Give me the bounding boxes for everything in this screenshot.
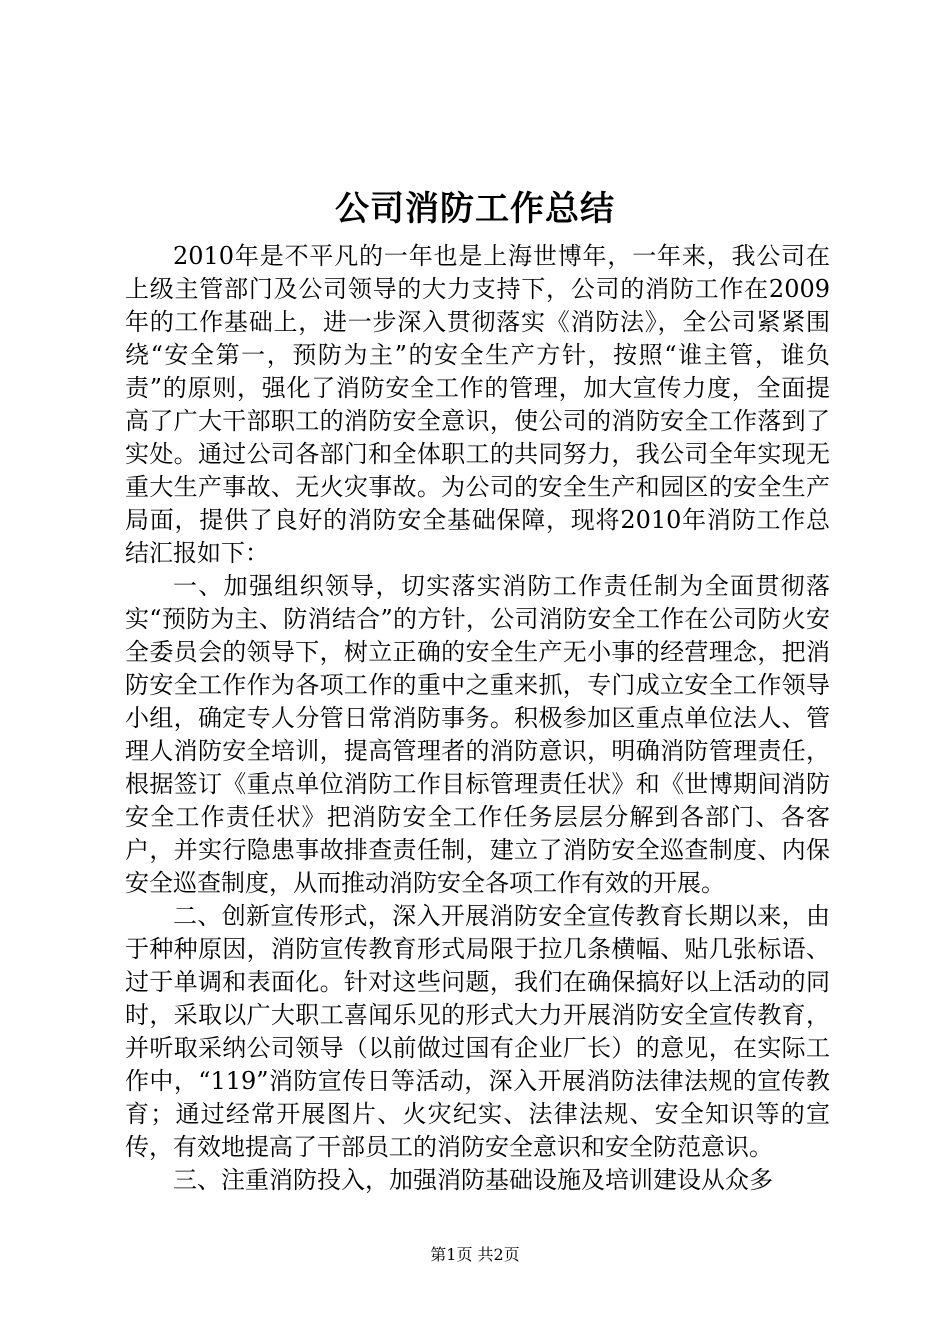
document-title: 公司消防工作总结 [335, 189, 615, 229]
page-number-footer: 第1页 共2页 [430, 1245, 520, 1264]
paragraph-section-2: 二、创新宣传形式，深入开展消防安全宣传教育长期以来，由于种种原因，消防宣传教育形式局限于拉几条横幅、贴几张标语、过于单调和表面化。针对这些问题，我们在确保搞好以上活动的同时，采取以广大职工喜闻乐见的形式大力开展消防安全宣传教育，并听取采纳公司领导（以前做过国有企业厂长）的意见，在实际工作中，“119”消防宣传日等活动，深入开展消防法律法规的宣传教育；通过经常开展图片、火灾纪实、法律法规、安全知识等的宣传，有效地提高了干部员工的消防安全意识和安全防范意识。 [125, 902, 830, 1161]
paragraph-intro: 2010年是不平凡的一年也是上海世博年，一年来，我公司在上级主管部门及公司领导的大力支持下，公司的消防工作在2009年的工作基础上，进一步深入贯彻落实《消防法》，全公司紧紧围绕“安全第一，预防为主”的安全生产方针，按照“谁主管，谁负责”的原则，强化了消防安全工作的管理，加大宣传力度，全面提高了广大干部职工的消防安全意识，使公司的消防安全工作落到了实处。通过公司各部门和全体职工的共同努力，我公司全年实现无重大生产事故、无火灾事故。为公司的安全生产和园区的安全生产局面，提供了良好的消防安全基础保障，现将2010年消防工作总结汇报如下： [125, 242, 830, 567]
paragraph-section-3: 三、注重消防投入，加强消防基础设施及培训建设从众多 [173, 1166, 773, 1194]
document-body [125, 240, 830, 1197]
paragraph-section-1: 一、加强组织领导，切实落实消防工作责任制为全面贯彻落实“预防为主、防消结合”的方针，公司消防安全工作在公司防火安全委员会的领导下，树立正确的安全生产无小事的经营理念，把消防安全工作作为各项工作的重中之重来抓，专门成立安全工作领导小组，确定专人分管日常消防事务。积极参加区重点单位法人、管理人消防安全培训，提高管理者的消防意识，明确消防管理责任，根据签订《重点单位消防工作目标管理责任状》和《世博期间消防安全工作责任状》把消防安全工作任务层层分解到各部门、各客户，并实行隐患事故排查责任制，建立了消防安全巡查制度、内保安全巡查制度，从而推动消防安全各项工作有效的开展。 [125, 572, 830, 897]
